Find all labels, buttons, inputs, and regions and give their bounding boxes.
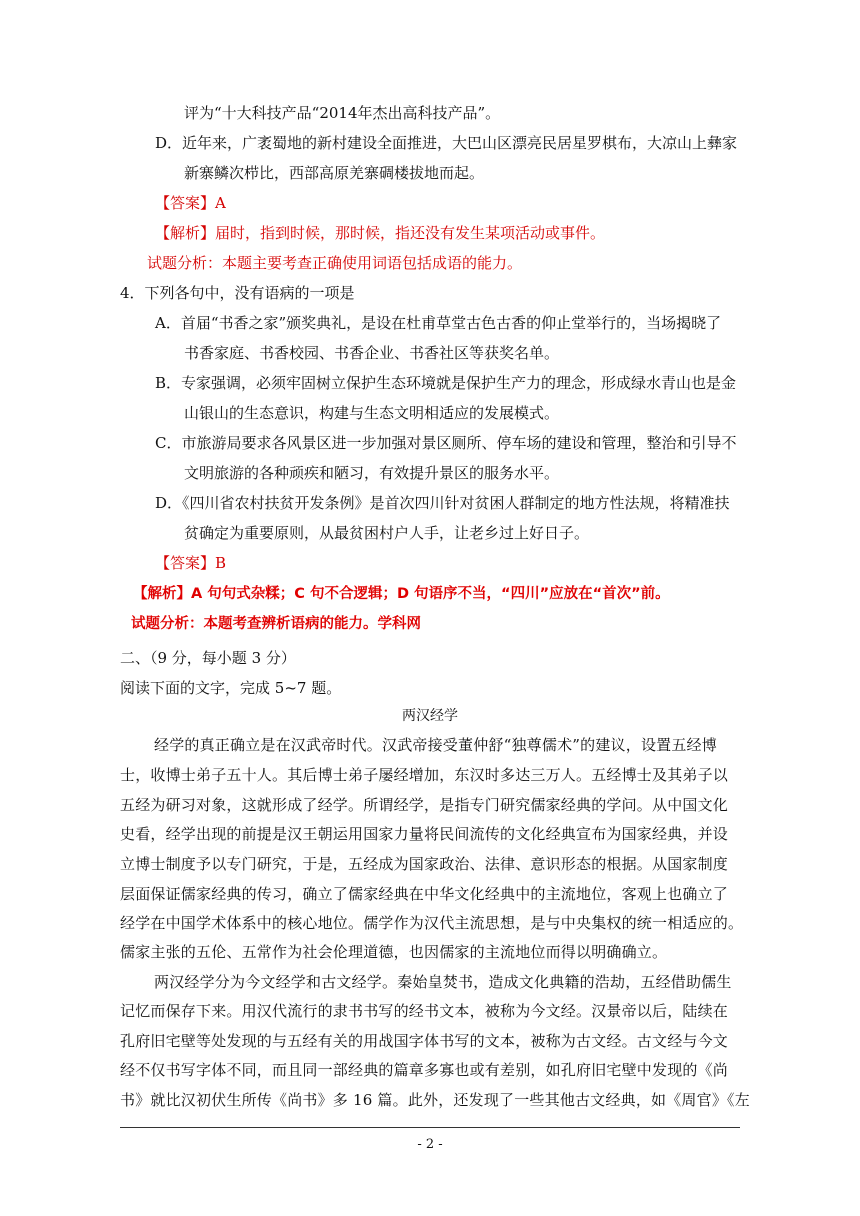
q4-option-c-line2: 文明旅游的各种顽疾和陋习，有效提升景区的服务水平。 bbox=[184, 464, 560, 482]
q3-analysis: 【解析】届时，指到时候，那时候，指还没有发生某项活动或事件。 bbox=[155, 224, 606, 242]
q4-option-d-line2: 贫确定为重要原则，从最贫困村户人手，让老乡过上好日子。 bbox=[184, 524, 590, 542]
q3-answer: 【答案】A bbox=[155, 194, 226, 212]
passage-p1-line: 史看，经学出现的前提是汉王朝运用国家力量将民间流传的文化经典宣布为国家经典，并设 bbox=[120, 825, 729, 843]
q4-option-b-line1: B．专家强调，必须牢固树立保护生态环境就是保护生产力的理念，形成绿水青山也是金 bbox=[155, 374, 737, 392]
passage-p1-line: 经学的真正确立是在汉武帝时代。汉武帝接受董仲舒“独尊儒术”的建议，设置五经博 bbox=[154, 736, 717, 754]
passage-title: 两汉经学 bbox=[402, 708, 458, 724]
q4-option-a-line2: 书香家庭、书香校园、书香企业、书香社区等获奖名单。 bbox=[184, 344, 560, 362]
passage-p2-line: 两汉经学分为今文经学和古文经学。秦始皇焚书，造成文化典籍的浩劫，五经借助儒生 bbox=[154, 973, 732, 991]
passage-p2-line: 孔府旧宅壁等处发现的与五经有关的用战国字体书写的文本，被称为古文经。古文经与今文 bbox=[120, 1032, 729, 1050]
passage-p1-line: 层面保证儒家经典的传习，确立了儒家经典在中华文化经典中的主流地位，客观上也确立了 bbox=[120, 885, 729, 903]
q4-answer: 【答案】B bbox=[155, 554, 227, 572]
footer-divider bbox=[120, 1127, 740, 1128]
section2-heading: 二、（9 分，每小题 3 分） bbox=[120, 649, 296, 667]
q4-option-d-line1: D．《四川省农村扶贫开发条例》是首次四川针对贫困人群制定的地方性法规，将精准扶 bbox=[155, 494, 730, 512]
q3-option-d-line1: D．近年来，广袤蜀地的新村建设全面推进，大巴山区漂亮民居星罗棋布，大凉山上彝家 bbox=[155, 134, 738, 152]
passage-p1-line: 士，收博士弟子五十人。其后博士弟子屡经增加，东汉时多达三万人。五经博士及其弟子以 bbox=[120, 766, 729, 784]
passage-p2-line: 经不仅书写字体不同，而且同一部经典的篇章多寡也或有差别，如孔府旧宅壁中发现的《尚 bbox=[120, 1061, 729, 1079]
section2-instruction: 阅读下面的文字，完成 5~7 题。 bbox=[120, 679, 342, 697]
passage-p2-line: 记忆而保存下来。用汉代流行的隶书书写的经书文本，被称为今文经。汉景帝以后，陆续在 bbox=[120, 1002, 729, 1020]
passage-p2-line: 书》就比汉初伏生所传《尚书》多 16 篇。此外，还发现了一些其他古文经典，如《周官》《左 bbox=[120, 1091, 750, 1109]
passage-p1-line: 经学在中国学术体系中的核心地位。儒学作为汉代主流思想，是与中央集权的统一相适应的。 bbox=[120, 914, 744, 932]
q4-option-a-line1: A．首届“书香之家”颁奖典礼，是设在杜甫草堂古色古香的仰止堂举行的，当场揭晓了 bbox=[155, 314, 722, 332]
q4-option-b-line2: 山银山的生态意识，构建与生态文明相适应的发展模式。 bbox=[184, 404, 560, 422]
q4-test-analysis: 试题分析：本题考查辨析语病的能力。学科网 bbox=[131, 616, 421, 632]
passage-p1-line: 儒家主张的五伦、五常作为社会伦理道德，也因儒家的主流地位而得以明确确立。 bbox=[120, 943, 668, 961]
q4-stem: 4．下列各句中，没有语病的一项是 bbox=[120, 284, 355, 302]
page-number: - 2 - bbox=[417, 1137, 443, 1152]
passage-p1-line: 五经为研习对象，这就形成了经学。所谓经学，是指专门研究儒家经典的学问。从中国文化 bbox=[120, 796, 729, 814]
passage-p1-line: 立博士制度予以专门研究，于是，五经成为国家政治、法律、意识形态的根据。从国家制度 bbox=[120, 855, 729, 873]
q4-option-c-line1: C．市旅游局要求各风景区进一步加强对景区厕所、停车场的建设和管理，整治和引导不 bbox=[155, 434, 737, 452]
q4-analysis: 【解析】A 句句式杂糅；C 句不合逻辑；D 句语序不当，“四川”应放在“首次”前。 bbox=[133, 586, 670, 602]
q3-option-c-continuation: 评为“十大科技产品“2014年杰出高科技产品”。 bbox=[184, 104, 501, 122]
q3-option-d-line2: 新寨鳞次栉比，西部高原羌寨碉楼拔地而起。 bbox=[184, 164, 485, 182]
q3-test-analysis: 试题分析：本题主要考查正确使用词语包括成语的能力。 bbox=[147, 254, 523, 272]
